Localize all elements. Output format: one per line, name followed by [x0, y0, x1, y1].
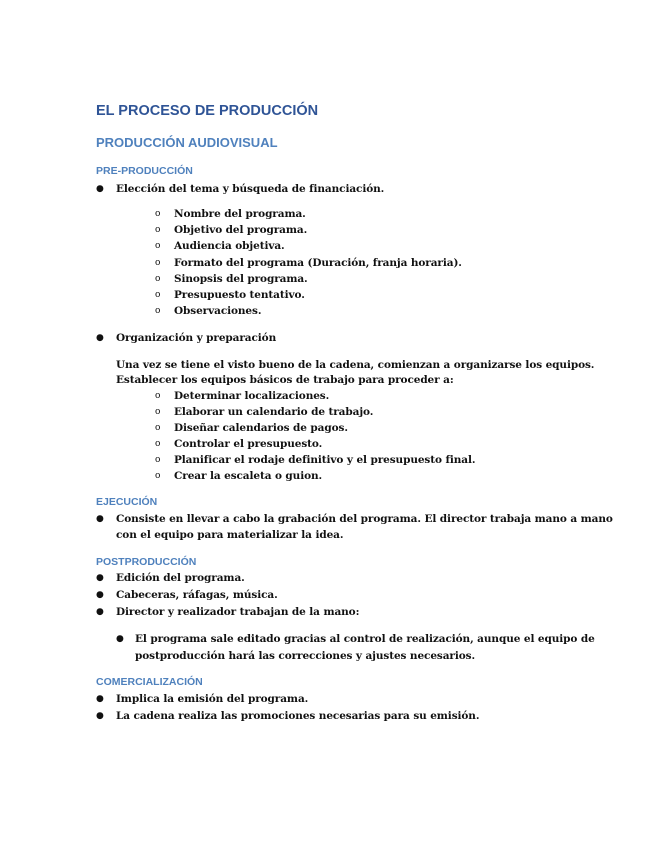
page-subtitle: PRODUCCIÓN AUDIOVISUAL [96, 135, 278, 150]
list-item: Edición del programa. [116, 572, 245, 584]
sub-list-item: Presupuesto tentativo. [174, 289, 305, 301]
list-item: Consiste en llevar a cabo la grabación del programa. El director trabaja mano a mano [116, 513, 613, 525]
list-item: Cabeceras, ráfagas, música. [116, 589, 278, 601]
sub-list-item: Formato del programa (Duración, franja horaria). [174, 257, 462, 269]
list-item-continuation: con el equipo para materializar la idea. [116, 529, 344, 541]
circle-bullet-icon: o [155, 423, 161, 433]
bullet-icon: ● [96, 333, 104, 343]
circle-bullet-icon: o [155, 306, 161, 316]
section-heading-preproduccion: PRE-PRODUCCIÓN [96, 165, 193, 177]
circle-bullet-icon: o [155, 439, 161, 449]
circle-bullet-icon: o [155, 274, 161, 284]
section-heading-postproduccion: POSTPRODUCCIÓN [96, 556, 197, 568]
list-item: Elección del tema y búsqueda de financiación. [116, 183, 385, 195]
sub-list-item: Elaborar un calendario de trabajo. [174, 406, 374, 418]
sub-list-item: Audiencia objetiva. [174, 240, 285, 252]
circle-bullet-icon: o [155, 209, 161, 219]
page-title: EL PROCESO DE PRODUCCIÓN [96, 103, 319, 119]
bullet-icon: ● [96, 184, 104, 194]
section-heading-comercializacion: COMERCIALIZACIÓN [96, 676, 203, 688]
section-heading-ejecucion: EJECUCIÓN [96, 496, 158, 508]
sub-list-item: Crear la escaleta o guion. [174, 470, 323, 482]
bullet-icon: ● [116, 634, 124, 644]
circle-bullet-icon: o [155, 258, 161, 268]
sub-list-item-continuation: postproducción hará las correcciones y ajustes necesarios. [135, 650, 476, 662]
circle-bullet-icon: o [155, 225, 161, 235]
bullet-icon: ● [96, 711, 104, 721]
list-item: Implica la emisión del programa. [116, 693, 309, 705]
list-item: Organización y preparación [116, 332, 277, 344]
sub-list-item: Planificar el rodaje definitivo y el presupuesto final. [174, 454, 476, 466]
sub-list-item: El programa sale editado gracias al control de realización, aunque el equipo de [135, 633, 595, 645]
bullet-icon: ● [96, 514, 104, 524]
sub-list-item: Diseñar calendarios de pagos. [174, 422, 348, 434]
paragraph-line: Una vez se tiene el visto bueno de la cadena, comienzan a organizarse los equipos. [116, 359, 595, 371]
bullet-icon: ● [96, 590, 104, 600]
sub-list-item: Sinopsis del programa. [174, 273, 308, 285]
list-item: La cadena realiza las promociones necesarias para su emisión. [116, 710, 480, 722]
circle-bullet-icon: o [155, 241, 161, 251]
sub-list-item: Observaciones. [174, 305, 262, 317]
circle-bullet-icon: o [155, 455, 161, 465]
circle-bullet-icon: o [155, 407, 161, 417]
bullet-icon: ● [96, 694, 104, 704]
sub-list-item: Controlar el presupuesto. [174, 438, 323, 450]
circle-bullet-icon: o [155, 290, 161, 300]
circle-bullet-icon: o [155, 471, 161, 481]
bullet-icon: ● [96, 607, 104, 617]
bullet-icon: ● [96, 573, 104, 583]
circle-bullet-icon: o [155, 391, 161, 401]
paragraph-line: Establecer los equipos básicos de trabajo para proceder a: [116, 374, 454, 386]
sub-list-item: Determinar localizaciones. [174, 390, 330, 402]
sub-list-item: Objetivo del programa. [174, 224, 308, 236]
sub-list-item: Nombre del programa. [174, 208, 306, 220]
list-item: Director y realizador trabajan de la mano: [116, 606, 360, 618]
